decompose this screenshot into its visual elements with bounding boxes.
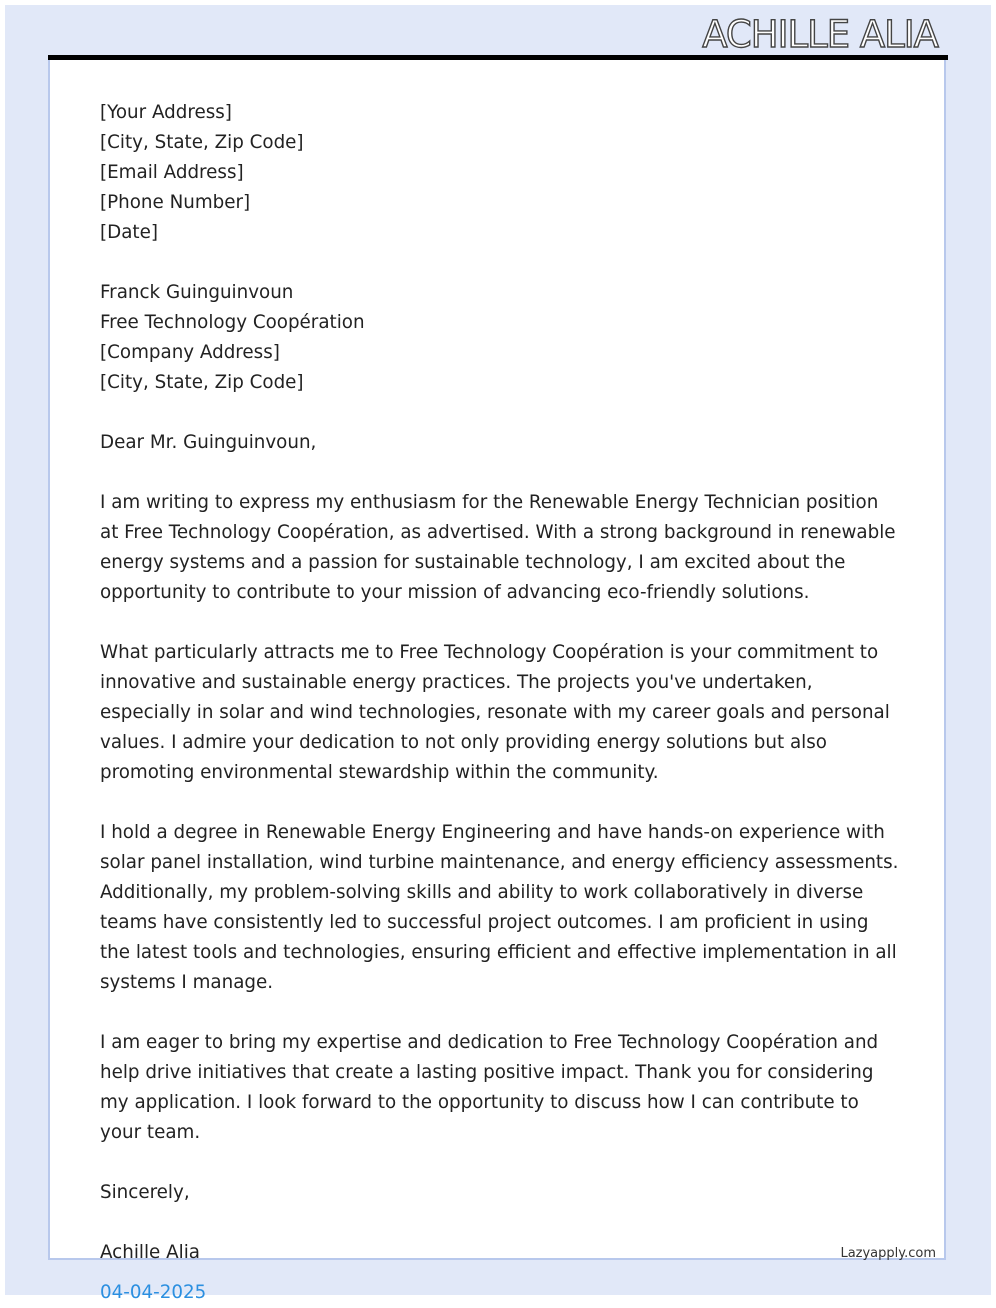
sender-email: [Email Address]	[100, 162, 244, 183]
recipient-city: [City, State, Zip Code]	[100, 372, 304, 393]
body-paragraph: What particularly attracts me to Free Technology Coopération is your commitment to innovative and sustainable energy practices. The projects you've undertaken, especially in solar and wind technologies, resonate with my career goals and personal values. I admire your dedication to not only providing energy solutions but also promoting environmental stewardship within the community.	[100, 642, 890, 783]
signature-block	[100, 1238, 900, 1268]
body-paragraph: I am eager to bring my expertise and dedication to Free Technology Coopération and help drive initiatives that create a lasting positive impact. Thank you for considering my application. I look forward to the opportunity to discuss how I can contribute to your team.	[100, 1032, 879, 1143]
body-paragraph: I am writing to express my enthusiasm for the Renewable Energy Technician position at Free Technology Coopération, as advertised. With a strong background in renewable energy systems and a passion for sustainable technology, I am excited about the opportunity to contribute to your mission of advancing eco-friendly solutions.	[100, 492, 896, 603]
closing: Sincerely,	[100, 1182, 190, 1203]
signature-name: Achille Alia	[100, 1242, 200, 1263]
watermark-link[interactable]: Lazyapply.com	[840, 1246, 936, 1261]
salutation: Dear Mr. Guinguinvoun,	[100, 432, 317, 453]
recipient-address: [Company Address]	[100, 342, 280, 363]
sender-date: [Date]	[100, 222, 158, 243]
recipient-company: Free Technology Coopération	[100, 312, 365, 333]
header-name: ACHILLE ALIA	[702, 13, 938, 56]
sender-block	[100, 98, 900, 248]
signed-date: 04-04-2025	[100, 1282, 207, 1303]
recipient-name: Franck Guinguinvoun	[100, 282, 294, 303]
sender-city: [City, State, Zip Code]	[100, 132, 304, 153]
sender-address: [Your Address]	[100, 102, 232, 123]
cover-letter-body	[100, 98, 900, 1308]
body-paragraph: I hold a degree in Renewable Energy Engineering and have hands-on experience with solar panel installation, wind turbine maintenance, and energy efficiency assessments. Additionally, my problem-solving skills and ability to work collaboratively in diverse teams have consistently led to successful project outcomes. I am proficient in using the latest tools and technologies, ensuring efficient and effective implementation in all systems I manage.	[100, 822, 899, 993]
sender-phone: [Phone Number]	[100, 192, 251, 213]
recipient-block	[100, 278, 900, 398]
